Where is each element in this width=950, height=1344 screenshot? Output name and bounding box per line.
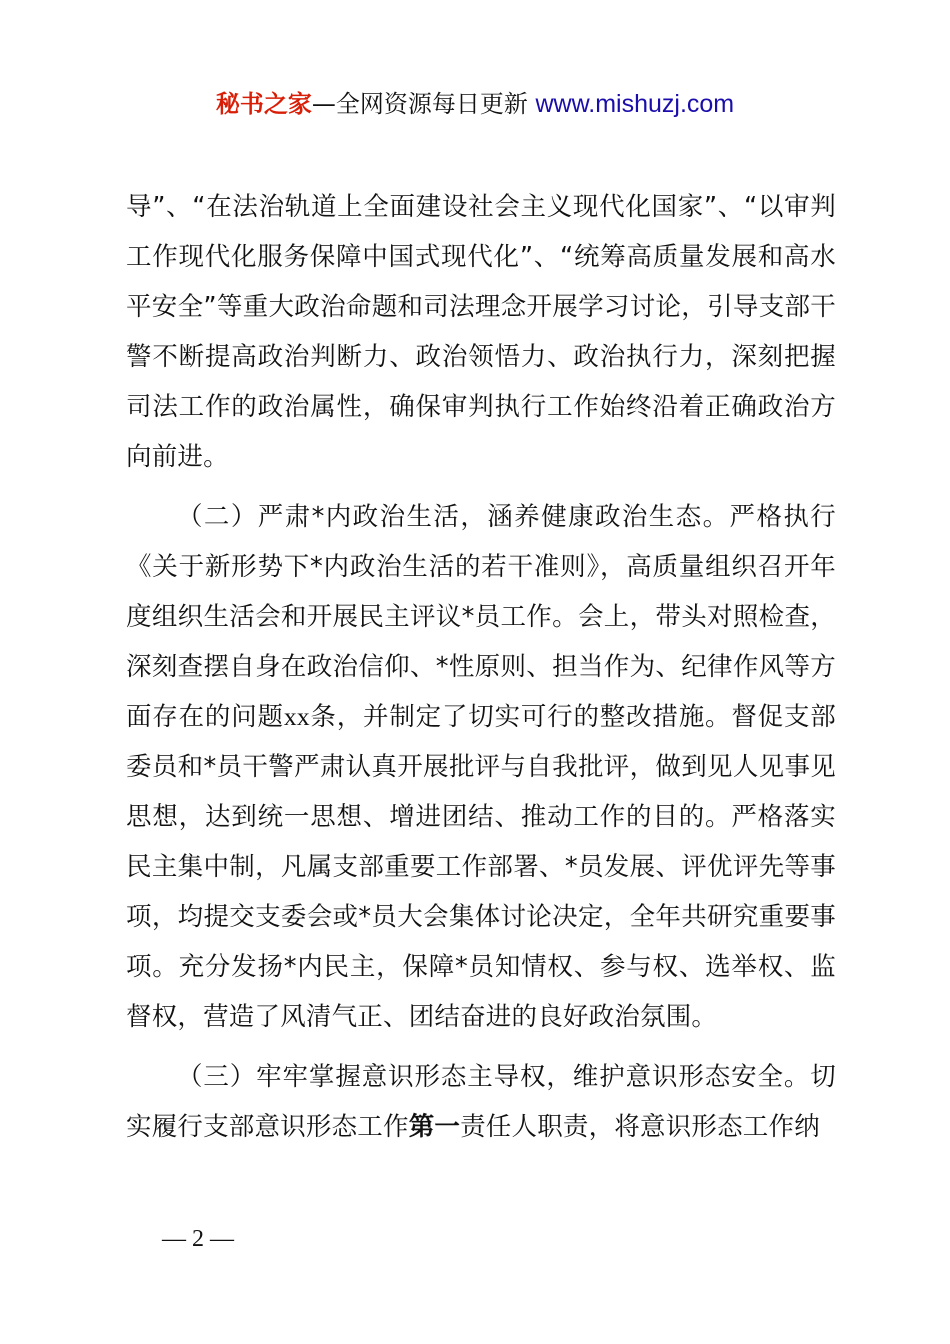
site-brand: 秘书之家 [215, 90, 312, 118]
paragraph-section-2-count: xx [283, 702, 310, 731]
paragraph-section-2-text-a: （二）严肃*内政治生活，涵养健康政治生态。严格执行《关于新形势下*内政治生活的若干准则》，高质量组织召开年度组织生活会和开展民主评议*员工作。会上，带头对照检查，深刻查摆自身在政治信仰、*性原则、担当作为、纪律作风等方面存在的问题 [126, 502, 836, 732]
paragraph-section-3-bold-text: 第一 [408, 1112, 461, 1142]
document-body [126, 182, 836, 1152]
site-header [0, 86, 950, 122]
paragraph-section-3 [126, 1052, 836, 1152]
site-url-link[interactable]: www.mishuzj.com [535, 90, 735, 118]
site-slogan: —全网资源每日更新 [311, 90, 536, 118]
paragraph-continuation: 导”、“在法治轨道上全面建设社会主义现代化国家”、“以审判工作现代化服务保障中国式现代化”、“统筹高质量发展和高水平安全”等重大政治命题和司法理念开展学习讨论，引导支部干警不断提高政治判断力、政治领悟力、政治执行力，深刻把握司法工作的政治属性，确保审判执行工作始终沿着正确政治方向前进。 [126, 192, 836, 472]
paragraph-section-3-text-a: （三）牢牢掌握意识形态主导权，维护意识形态安全。切实履行支部意识形态工作 [126, 1062, 836, 1142]
paragraph-section-3-text-b: 责任人职责，将意识形态工作纳 [460, 1112, 820, 1142]
paragraph-section-2-text-b: 条，并制定了切实可行的整改措施。督促支部委员和*员干警严肃认真开展批评与自我批评，做到见人见事见思想，达到统一思想、增进团结、推动工作的目的。严格落实民主集中制，凡属支部重要工作部署、*员发展、评优评先等事项，均提交支委会或*员大会集体讨论决定，全年共研究重要事项。充分发扬*内民主，保障*员知情权、参与权、选举权、监督权，营造了风清气正、团结奋进的良好政治氛围。 [126, 702, 836, 1032]
paragraph-section-2 [126, 492, 836, 1042]
page-number: — 2 — [162, 1226, 234, 1252]
